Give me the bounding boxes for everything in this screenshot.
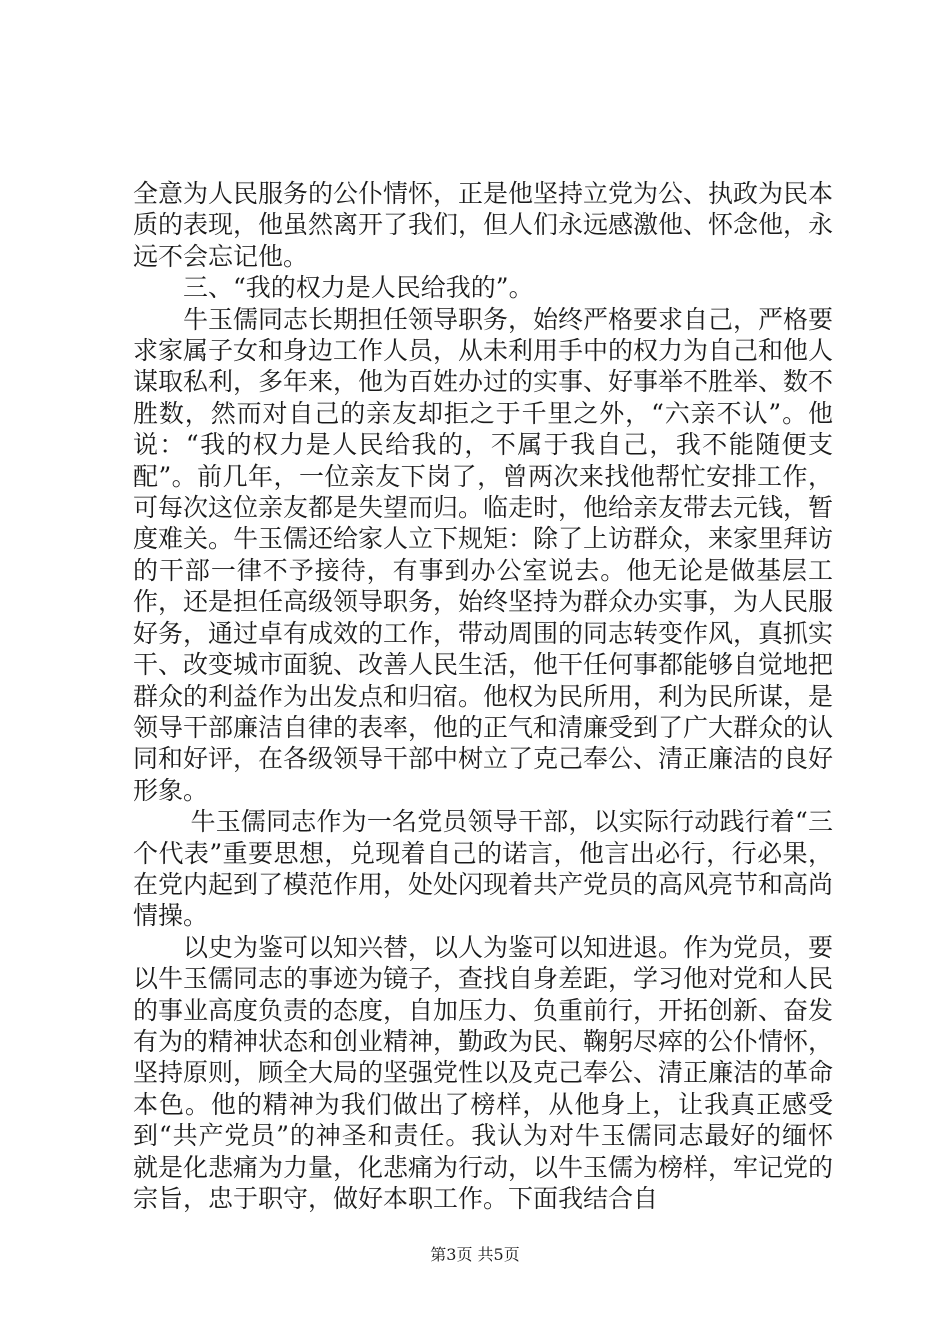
page-footer: 第3页 共5页: [430, 1245, 520, 1264]
paragraph-power: 牛玉儒同志长期担任领导职务，始终严格要求自己，严格要求家属子女和身边工作人员，从未利用手中的权力为自己和他人谋取私利，多年来，他为百姓办过的实事、好事举不胜举、数不胜数，然而对自己的亲友却拒之于千里之外，“六亲不认”。他说：“我的权力是人民给我的，不属于我自己，我不能随便支配”。前几年，一位亲友下岗了，曾两次来找他帮忙安排工作，可每次这位亲友都是失望而归。临走时，他给亲友带去元钱，暂度难关。牛玉儒还给家人立下规矩：除了上访群众，来家里拜访的干部一律不予接待，有事到办公室说去。他无论是做基层工作，还是担任高级领导职务，始终坚持为群众办实事，为人民服好务，通过卓有成效的工作，带动周围的同志转变作风，真抓实干、改变城市面貌、改善人民生活，他干任何事都能够自觉地把群众的利益作为出发点和归宿。他权为民所用，利为民所谋，是领导干部廉洁自律的表率，他的正气和清廉受到了广大群众的认同和好评，在各级领导干部中树立了克己奉公、清正廉洁的良好形象。: [133, 304, 834, 805]
paragraph-continuation: 全意为人民服务的公仆情怀，正是他坚持立党为公、执政为民本质的表现，他虽然离开了我们，但人们永远感激他、怀念他，永远不会忘记他。: [133, 179, 834, 271]
paragraph-lesson: 以史为鉴可以知兴替，以人为鉴可以知进退。作为党员，要以牛玉儒同志的事迹为镜子，查找自身差距，学习他对党和人民的事业高度负责的态度，自加压力、负重前行，开拓创新、奋发有为的精神状态和创业精神，勤政为民、鞠躬尽瘁的公仆情怀，坚持原则，顾全大局的坚强党性以及克己奉公、清正廉洁的革命本色。他的精神为我们做出了榜样，从他身上，让我真正感受到“共产党员”的神圣和责任。我认为对牛玉儒同志最好的缅怀就是化悲痛为力量，化悲痛为行动，以牛玉儒为榜样，牢记党的宗旨，忠于职守，做好本职工作。下面我结合自: [133, 932, 834, 1213]
document-body: [133, 178, 833, 1214]
section-heading: 三、“我的权力是人民给我的”。: [183, 273, 534, 303]
paragraph-party-member: 牛玉儒同志作为一名党员领导干部，以实际行动践行着“三个代表”重要思想，兑现着自己的诺言，他言出必行，行必果，在党内起到了模范作用，处处闪现着共产党员的高风亮节和高尚情操。: [133, 807, 834, 931]
